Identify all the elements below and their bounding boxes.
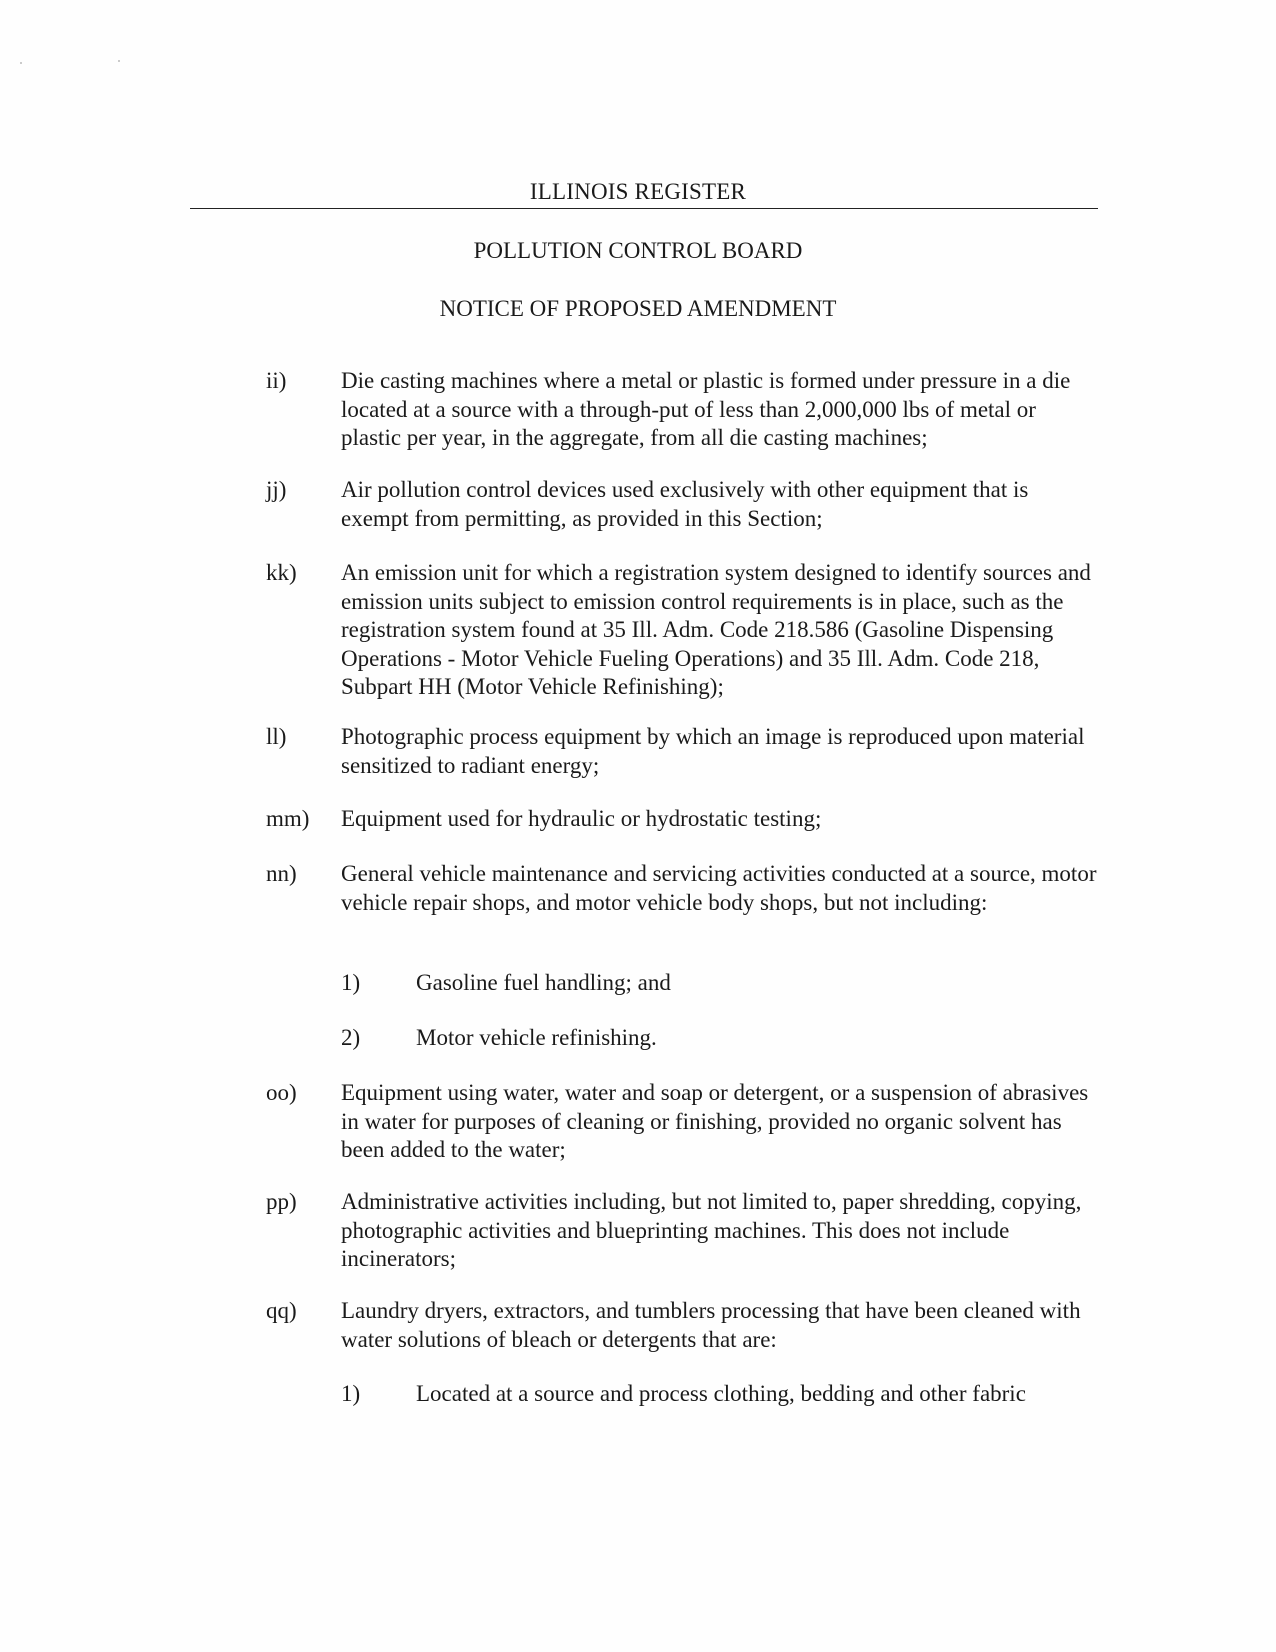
item-label: ii)	[266, 368, 287, 393]
item-text: General vehicle maintenance and servicing activities conducted at a source, motor vehicle repair shops, and motor vehicle body shops, but not including:	[341, 861, 1097, 915]
subitem-text: Motor vehicle refinishing.	[416, 1025, 657, 1050]
scan-speck	[118, 60, 120, 62]
subitem-label: 2)	[341, 1025, 361, 1050]
header-rule	[190, 208, 1098, 209]
agency-name: POLLUTION CONTROL BOARD	[473, 238, 803, 263]
register-title: ILLINOIS REGISTER	[529, 179, 747, 204]
item-label: nn)	[266, 861, 297, 886]
item-text: Administrative activities including, but not limited to, paper shredding, copying, photographic activities and blueprinting machines. This does not include incinerators;	[341, 1189, 1082, 1271]
subitem-label: 1)	[341, 970, 361, 995]
notice-title: NOTICE OF PROPOSED AMENDMENT	[439, 296, 837, 321]
item-label: kk)	[266, 560, 297, 585]
item-label: mm)	[266, 806, 310, 831]
scan-speck	[20, 62, 22, 64]
item-text: Die casting machines where a metal or plastic is formed under pressure in a die located at a source with a through-put of less than 2,000,000 lbs of metal or plastic per year, in the aggregate, from all die casting machines;	[341, 368, 1071, 450]
item-text: Equipment using water, water and soap or detergent, or a suspension of abrasives in water for purposes of cleaning or finishing, provided no organic solvent has been added to the water;	[341, 1080, 1089, 1162]
item-text: Air pollution control devices used exclusively with other equipment that is exempt from permitting, as provided in this Section;	[341, 477, 1029, 531]
item-label: ll)	[266, 724, 287, 749]
subitem-text: Gasoline fuel handling; and	[416, 970, 671, 995]
item-text: Equipment used for hydraulic or hydrostatic testing;	[341, 806, 822, 831]
item-label: qq)	[266, 1298, 297, 1323]
item-text: Laundry dryers, extractors, and tumblers processing that have been cleaned with water solutions of bleach or detergents that are:	[341, 1298, 1081, 1352]
item-label: pp)	[266, 1189, 297, 1214]
subitem-label: 1)	[341, 1381, 361, 1406]
item-text: Photographic process equipment by which an image is reproduced upon material sensitized to radiant energy;	[341, 724, 1085, 778]
subitem-text: Located at a source and process clothing, bedding and other fabric	[416, 1381, 1026, 1406]
item-label: jj)	[266, 477, 287, 502]
item-text: An emission unit for which a registration system designed to identify sources and emission units subject to emission control requirements is in place, such as the registration system found at 35 Ill. Adm. Code 218.586 (Gasoline Dispensing Operations - Motor Vehicle Fueling Operations) and 35 Ill. Adm. Code 218, Subpart HH (Motor Vehicle Refinishing);	[341, 560, 1091, 699]
item-label: oo)	[266, 1080, 297, 1105]
